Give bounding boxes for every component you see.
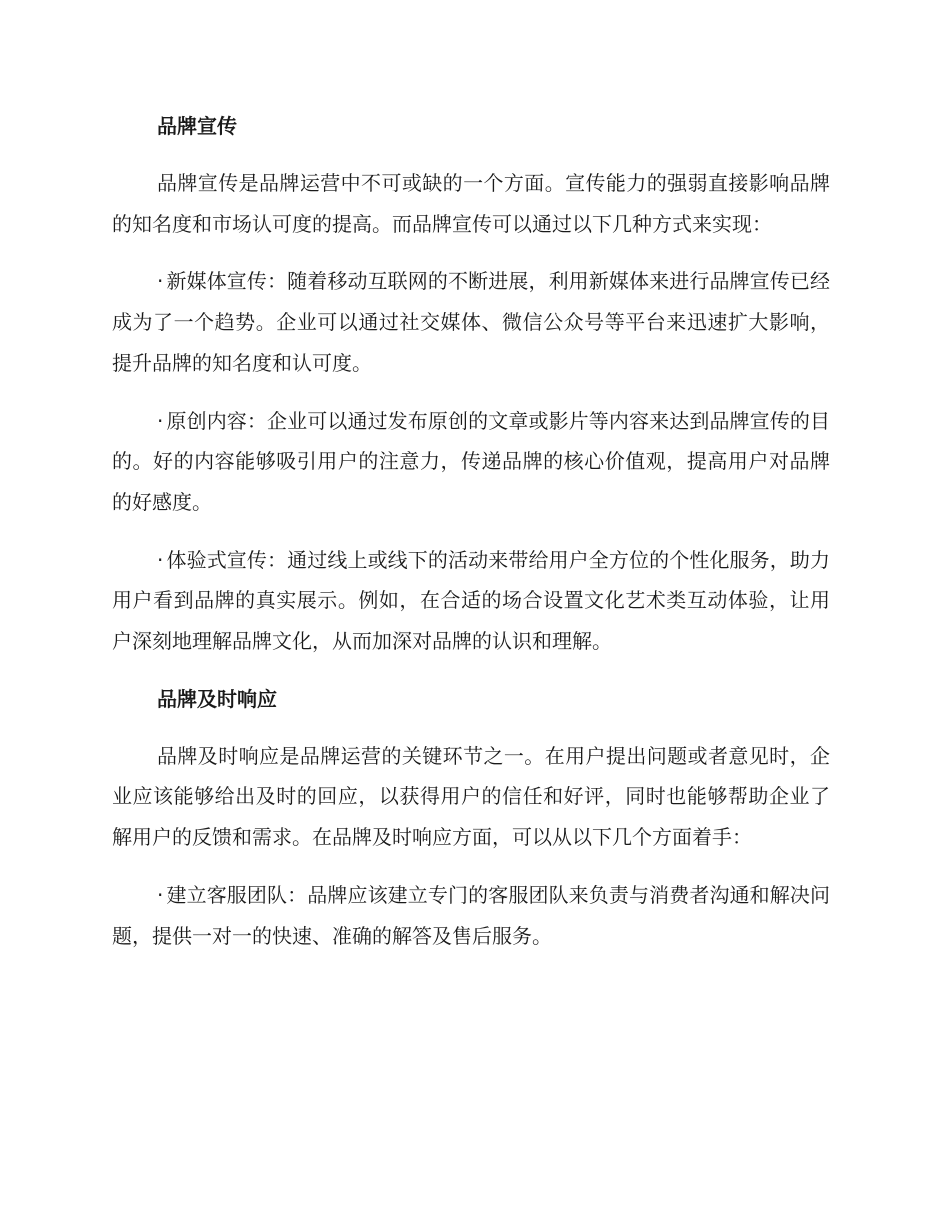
bullet-text: 新媒体宣传：随着移动互联网的不断进展，利用新媒体来进行品牌宣传已经成为了一个趋势。企业可以通过社交媒体、微信公众号等平台来迅速扩大影响，提升品牌的知名度和认可度。	[112, 269, 830, 375]
bullet-mark: ·	[157, 882, 164, 907]
bullet-item	[112, 261, 830, 383]
document-page	[112, 106, 830, 973]
section-intro-paragraph: 品牌宣传是品牌运营中不可或缺的一个方面。宣传能力的强弱直接影响品牌的知名度和市场认可度的提高。而品牌宣传可以通过以下几种方式来实现：	[112, 171, 830, 236]
bullet-item	[112, 540, 830, 662]
bullet-text: 原创内容：企业可以通过发布原创的文章或影片等内容来达到品牌宣传的目的。好的内容能够吸引用户的注意力，传递品牌的核心价值观，提高用户对品牌的好感度。	[112, 408, 830, 514]
bullet-mark: ·	[157, 547, 164, 572]
bullet-text: 建立客服团队：品牌应该建立专门的客服团队来负责与消费者沟通和解决问题，提供一对一的快速、准确的解答及售后服务。	[112, 882, 830, 948]
bullet-item	[112, 875, 830, 956]
section-heading: 品牌及时响应	[157, 686, 277, 711]
section-intro-paragraph: 品牌及时响应是品牌运营的关键环节之一。在用户提出问题或者意见时，企业应该能够给出及时的回应，以获得用户的信任和好评，同时也能够帮助企业了解用户的反馈和需求。在品牌及时响应方面，可以从以下几个方面着手：	[112, 743, 830, 850]
bullet-mark: ·	[157, 408, 164, 433]
bullet-item	[112, 401, 830, 523]
section-heading: 品牌宣传	[157, 114, 237, 138]
bullet-text: 体验式宣传：通过线上或线下的活动来带给用户全方位的个性化服务，助力用户看到品牌的真实展示。例如，在合适的场合设置文化艺术类互动体验，让用户深刻地理解品牌文化，从而加深对品牌的认识和理解。	[112, 547, 830, 654]
bullet-mark: ·	[157, 269, 164, 294]
